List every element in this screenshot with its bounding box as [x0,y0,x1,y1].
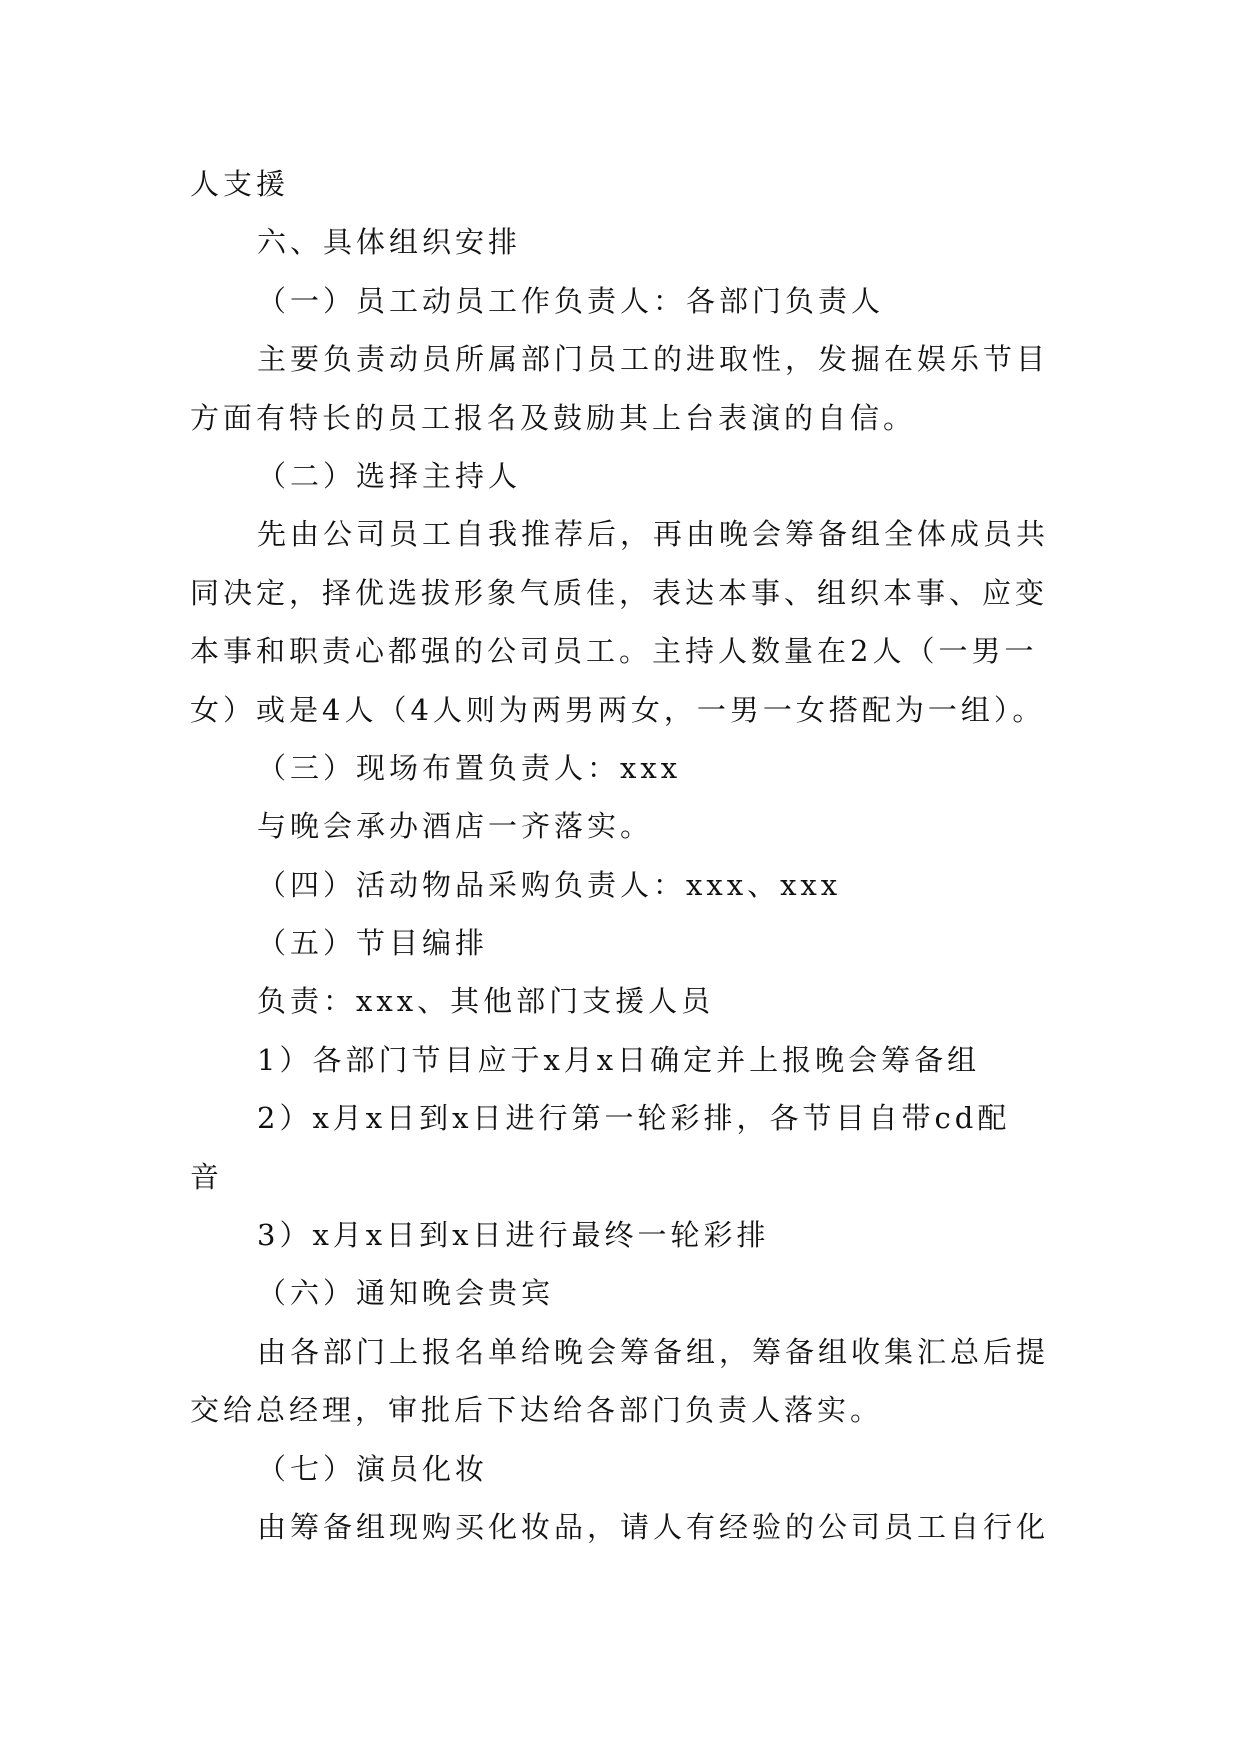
section-title: 六、具体组织安排 [257,225,522,260]
body-line: 负责：xxx、其他部门支援人员 [257,984,715,1019]
subsection-heading: （三）现场布置负责人：xxx [257,750,682,785]
carryover-line: 人支援 [190,167,290,201]
subsection-heading: （一）员工动员工作负责人：各部门负责人 [257,283,885,318]
body-line: 音 [190,1159,224,1194]
body-line: 同决定，择优选拔形象气质佳，表达本事、组织本事、应变 [190,575,1049,610]
body-line: 由各部门上报名单给晚会筹备组，筹备组收集汇总后提 [257,1334,1050,1369]
subsection-heading: （二）选择主持人 [257,458,522,493]
body-line: 交给总经理，审批后下达给各部门负责人落实。 [190,1393,884,1428]
body-line: 女）或是4人（4人则为两男两女，一男一女搭配为一组）。 [190,692,1046,727]
subsection-heading: （七）演员化妆 [257,1451,489,1486]
body-line: 方面有特长的员工报名及鼓励其上台表演的自信。 [190,400,917,435]
list-item: 1）各部门节目应于x月x日确定并上报晚会筹备组 [257,1042,981,1077]
body-line: 本事和职责心都强的公司员工。主持人数量在2人（一男一 [190,634,1038,669]
body-line: 由筹备组现购买化妆品，请人有经验的公司员工自行化 [257,1509,1050,1544]
subsection-heading: （六）通知晚会贵宾 [257,1276,555,1311]
subsection-heading: （五）节目编排 [257,926,489,961]
list-item: 3）x月x日到x日进行最终一轮彩排 [257,1218,770,1253]
subsection-heading: （四）活动物品采购负责人：xxx、xxx [257,867,842,902]
list-item: 2）x月x日到x日进行第一轮彩排，各节目自带cd配 [257,1101,1011,1136]
body-line: 主要负责动员所属部门员工的进取性，发掘在娱乐节目 [257,342,1050,377]
body-line: 与晚会承办酒店一齐落实。 [257,809,654,844]
body-line: 先由公司员工自我推荐后，再由晚会筹备组全体成员共 [257,517,1050,552]
document-text-block [190,155,1110,1556]
